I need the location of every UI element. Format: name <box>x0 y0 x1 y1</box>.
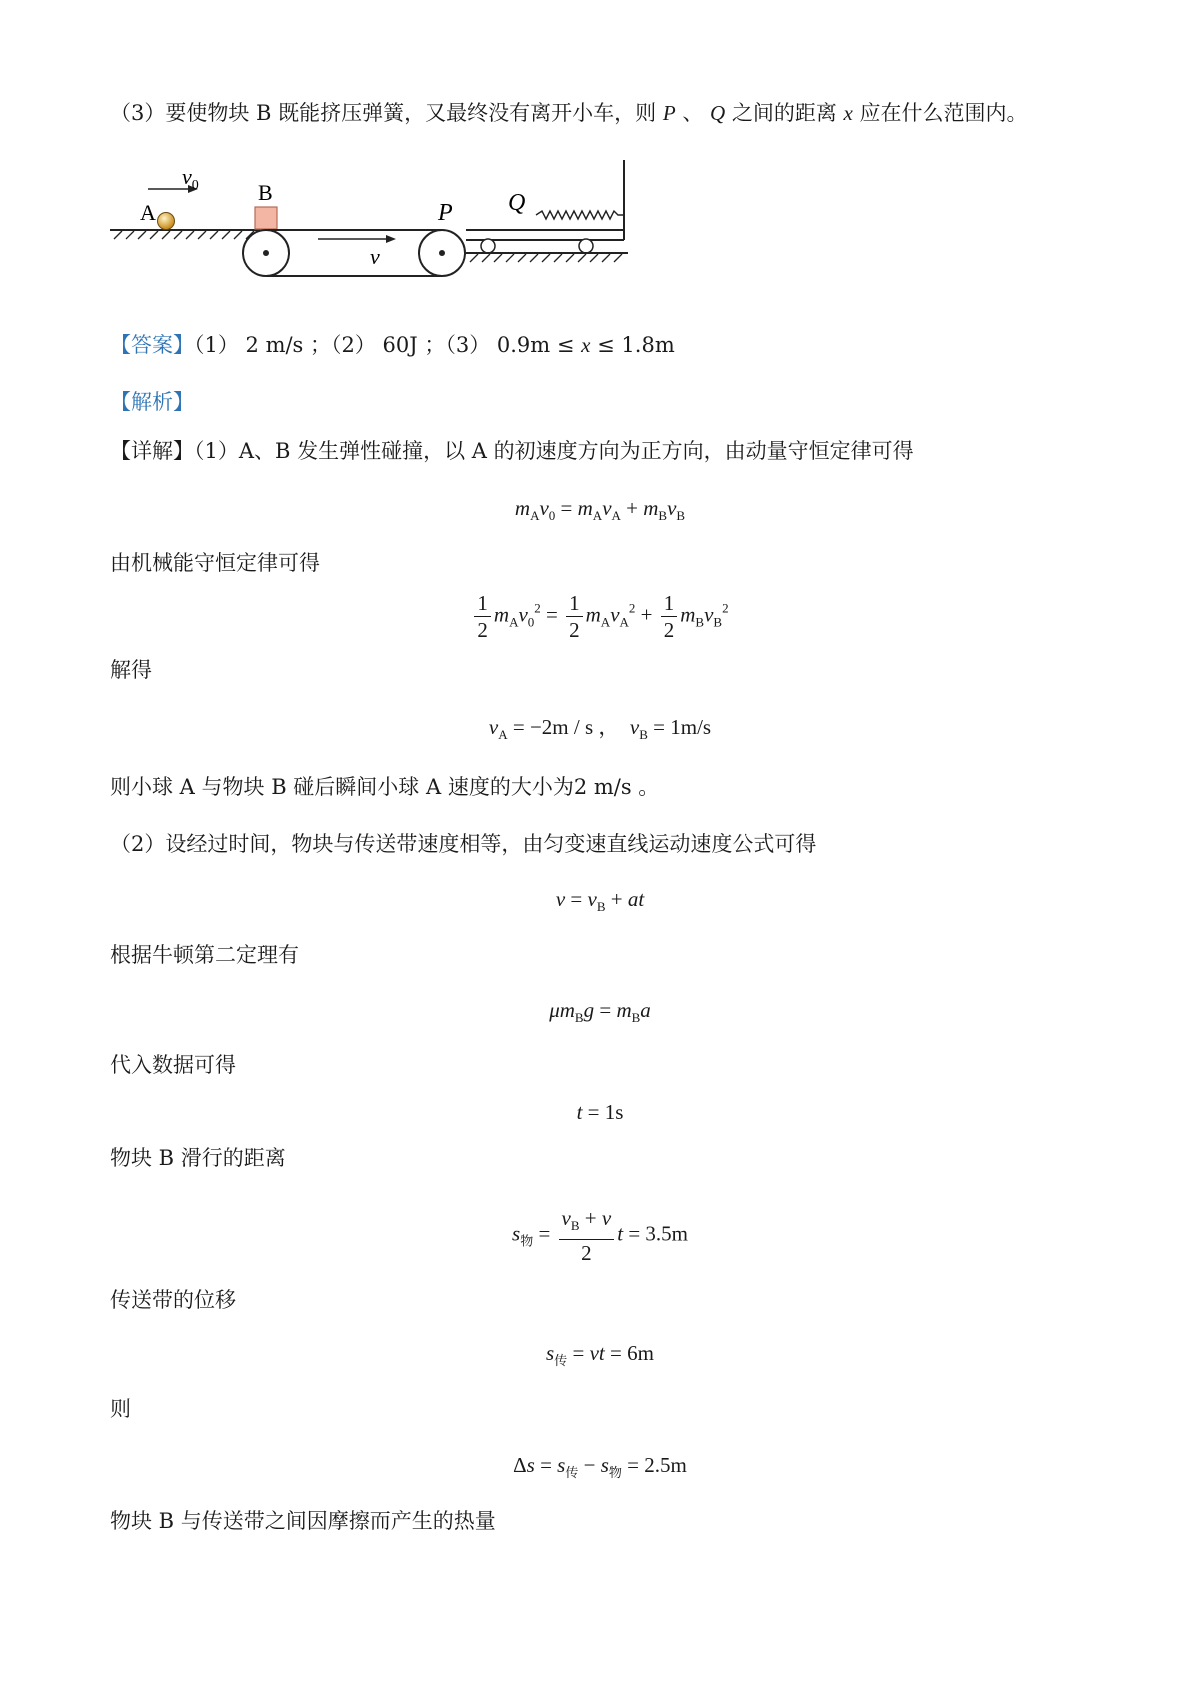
equation-belt-displacement: $s_传$ = vt = 6m <box>546 1341 654 1368</box>
label-Q: Q <box>508 190 526 216</box>
conveyor-belt <box>243 230 465 276</box>
cart-wheel-left <box>481 239 495 253</box>
line-block-distance: 物块 B 滑行的距离 <box>110 1146 286 1170</box>
equation-energy: $\frac{1}{2}$ $m_Av_0^2$ = $\frac{1}{2}$ $m_Av_A^2$ + $\frac{1}{2}$ $m_Bv_B^2$ <box>0 590 1200 643</box>
equation-block-distance: $s_物$ = $\frac{v_B + v}{2}$ t = 3.5m <box>512 1206 688 1265</box>
line-substitute: 代入数据可得 <box>110 1053 236 1077</box>
label-P: P <box>438 200 453 226</box>
line-belt-displacement: 传送带的位移 <box>110 1288 236 1312</box>
equation-velocities: $v_A = -2m / s$ ， $v_B = 1m/s$ <box>488 715 712 742</box>
cart-wheel-right <box>579 239 593 253</box>
line-energy: 由机械能守恒定律可得 <box>110 551 320 575</box>
spring <box>536 211 624 219</box>
label-v: v <box>370 244 380 269</box>
equation-time: t = 1s <box>576 1100 624 1124</box>
line-newton: 根据牛顿第二定理有 <box>110 943 299 967</box>
cart <box>466 160 624 253</box>
conveyor-diagram <box>108 160 698 308</box>
right-ground <box>466 253 628 262</box>
line-part-2: （2）设经过时间，物块与传送带速度相等，由匀变速直线运动速度公式可得 <box>110 832 817 856</box>
question-3: （3）要使物块 B 既能挤压弹簧，又最终没有离开小车，则 P 、 Q 之间的距离 x 应在什么范围内。 <box>110 101 1028 125</box>
detail-line: 【详解】（1）A、B 发生弹性碰撞，以 A 的初速度方向为正方向，由动量守恒定律可得 <box>110 439 914 463</box>
label-B: B <box>258 180 273 205</box>
v-arrow <box>318 235 396 243</box>
line-heat: 物块 B 与传送带之间因摩擦而产生的热量 <box>110 1509 496 1533</box>
answer-line: 【答案】（1） 2 m/s ；（2） 60J ；（3） 0.9m ≤ x ≤ 1.8m <box>110 333 675 357</box>
left-ground <box>110 230 260 239</box>
block-B <box>255 207 277 229</box>
line-then: 则 <box>110 1397 131 1421</box>
analysis-heading: 【解析】 <box>110 390 194 414</box>
label-v0: $v_0$ <box>182 164 199 193</box>
equation-newton: $\mu m_Bg = m_Ba$ <box>549 998 651 1025</box>
line-conclusion-1: 则小球 A 与物块 B 碰后瞬间小球 A 速度的大小为2 m/s 。 <box>110 775 660 799</box>
ball-A <box>158 213 175 230</box>
equation-relative-distance: $\Delta s = s_传 - s_物 = 2.5m$ <box>513 1453 687 1480</box>
equation-momentum: $m_Av_0 = m_Av_A + m_Bv_B$ <box>514 496 686 523</box>
label-A: A <box>140 200 156 225</box>
equation-velocity-time: $v = v_B$ + at <box>555 887 645 914</box>
line-solve: 解得 <box>110 658 152 682</box>
